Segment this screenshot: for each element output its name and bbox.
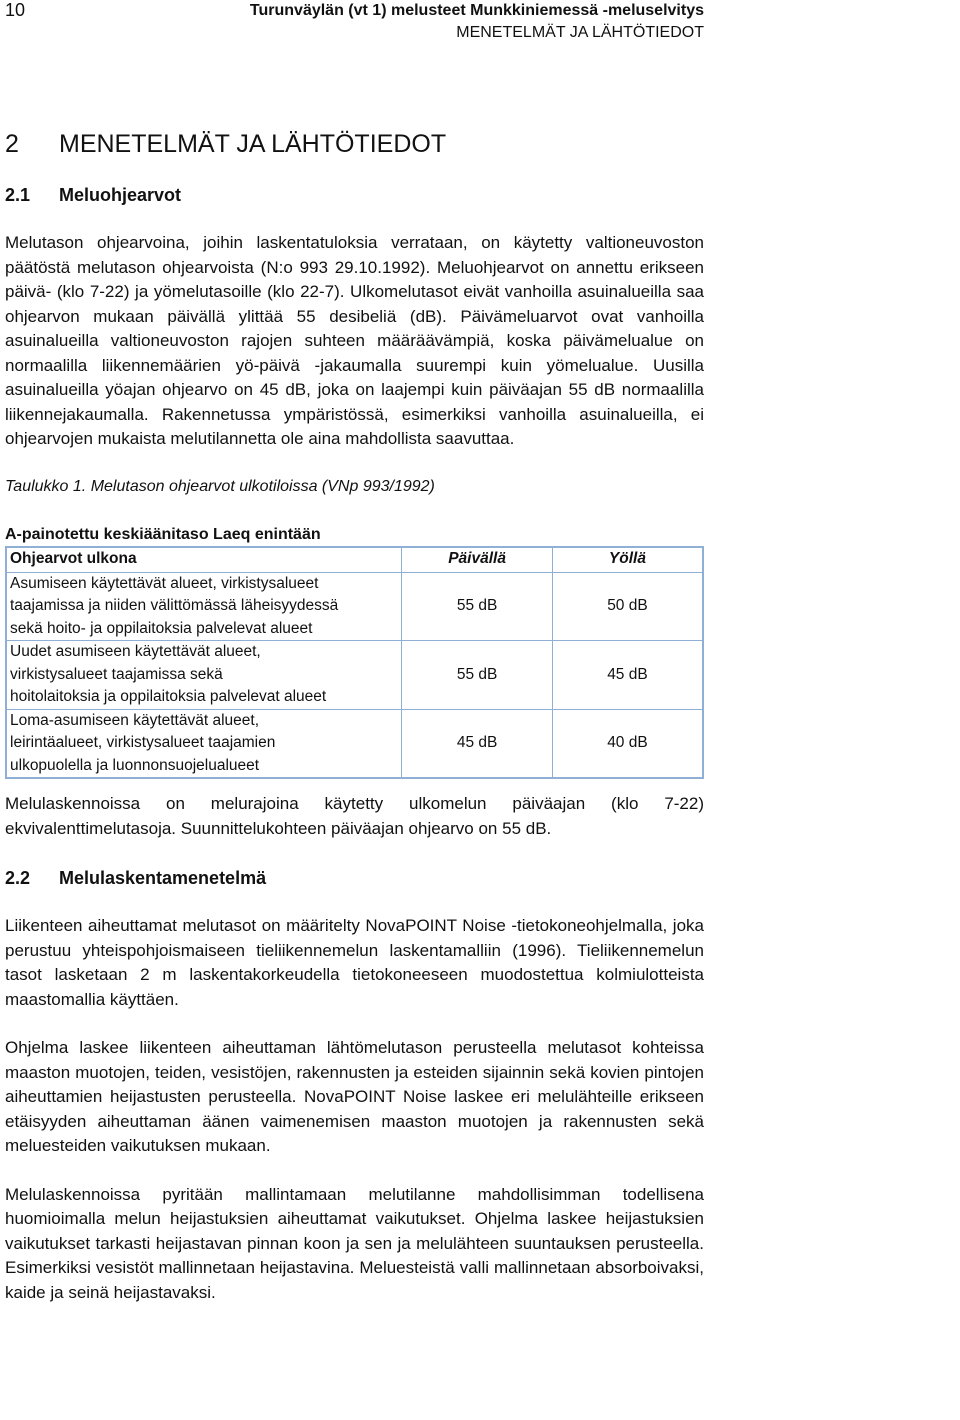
paragraph-after-table: Melulaskennoissa on melurajoina käytetty ulkomelun päiväajan (klo 7-22) ekvivalenttimelutasoja. Suunnittelukohteen päiväajan ohjearvo on 55 dB. [5, 794, 704, 838]
night-value: 40 dB [552, 709, 703, 778]
table-caption: Taulukko 1. Melutason ohjearvot ulkotiloissa (VNp 993/1992) [5, 477, 435, 495]
table-row [6, 641, 703, 710]
table-header-row [6, 547, 703, 573]
table-title: A-painotettu keskiäänitaso Laeq enintään [5, 525, 321, 543]
page-content [5, 128, 704, 1305]
running-header-title: Turunväylän (vt 1) melusteet Munkkiniemessä -meluselvitys [249, 2, 704, 19]
description-line: Loma-asumiseen käytettävät alueet, [10, 711, 259, 729]
description-line: taajamissa ja niiden välittömässä läheisyydessä [10, 597, 339, 614]
header-paivalla: Päivällä [402, 547, 553, 573]
day-value: 55 dB [402, 572, 553, 641]
paragraph-laskenta-3: Melulaskennoissa pyritään mallintamaan melutilanne mahdollisimman todellisena huomioimalla melun heijastuksien aiheuttamat vaikutukset. Ohjelma laskee heijastuksien vaikutukset tarkasti heijastavan pinnan koon ja sen ja melulähteen suuntauksen perusteella. Esimerkiksi vesistöt mallinnetaan heijastavina. Meluesteistä valli mallinnetaan absorboivaksi, kaide ja seinä heijastavaksi. [5, 1184, 704, 1302]
chapter-title: MENETELMÄT JA LÄHTÖTIEDOT [59, 130, 447, 158]
night-value: 50 dB [552, 572, 703, 641]
paragraph-laskenta-2: Ohjelma laskee liikenteen aiheuttaman lähtömelutason perusteella melutasot kohteissa maaston muotojen, teiden, vesistöjen, rakennusten ja esteiden sijainnin sekä kovien pintojen aiheuttamien heijastusten perusteella. NovaPOINT Noise laskee eri melulähteille erikseen etäisyyden aiheuttaman äänen vaimenemisen maaston muotojen ja rakennusten sekä meluesteiden vaikutuksen mukaan. [5, 1038, 704, 1155]
description-line: Asumiseen käytettävät alueet, virkistysalueet [10, 574, 319, 592]
description-line: sekä hoito- ja oppilaitoksia palvelevat alueet [10, 619, 313, 637]
chapter-heading [5, 128, 704, 160]
description-line: ulkopuolella ja luonnonsuojelualueet [10, 756, 260, 774]
running-header [250, 0, 704, 44]
description-line: virkistysalueet taajamissa sekä [10, 665, 223, 683]
row-description [6, 641, 402, 710]
header-yolla: Yöllä [552, 547, 703, 573]
running-header-chapter: MENETELMÄT JA LÄHTÖTIEDOT [456, 24, 704, 41]
section-number: 2.2 [5, 868, 31, 888]
description-line: Uudet asumiseen käytettävät alueet, [10, 643, 261, 660]
row-description [6, 572, 402, 641]
table-row [6, 572, 703, 641]
section-title: Meluohjearvot [59, 185, 182, 205]
header-ohjearvot: Ohjearvot ulkona [6, 547, 402, 573]
noise-limits-table [5, 546, 704, 780]
description-line: leirintäalueet, virkistysalueet taajamien [10, 734, 276, 751]
paragraph-meluohjearvot: Melutason ohjearvoina, joihin laskentatuloksia verrataan, on käytetty valtioneuvoston päätöstä melutason ohjearvoista (N:o 993 29.10.1992). Meluohjearvot on annettu erikseen päivä- (klo 7-22) ja yömelutasoille (klo 22-7). Ulkomelutasot eivät vanhoilla asuinalueilla saa ohjearvon mukaan päivällä ylittää 55 desibeliä (dB). Päivämeluarvot ovat vanhoilla asuinalueilla valtioneuvoston rajojen suhteen määräävämpiä, koska päivämelualue on normaalilla liikennemäärien yö-päivä -jakaumalla suurempi kuin yömelualue. Uusilla asuinalueilla yöajan ohjearvo on 45 dB, joka on laajempi kuin päiväajan 55 dB normaalilla liikennejakaumalla. Rakennetussa ympäristössä, esimerkiksi vanhoilla asuinalueilla, ei ohjearvojen mukaista melutilannetta ole aina mahdollista saavuttaa. [5, 233, 704, 448]
row-description [6, 709, 402, 778]
night-value: 45 dB [552, 641, 703, 710]
section-heading-2-1 [5, 183, 704, 207]
description-line: hoitolaitoksia ja oppilaitoksia palvelevat alueet [10, 688, 327, 705]
day-value: 55 dB [402, 641, 553, 710]
section-title: Melulaskentamenetelmä [59, 868, 267, 888]
page-number: 10 [5, 0, 26, 20]
paragraph-laskenta-1: Liikenteen aiheuttamat melutasot on määritelty NovaPOINT Noise -tietokoneohjelmalla, joka perustuu yhteispohjoismaiseen tieliikennemelun laskentamalliin (1996). Tieliikennemelun tasot lasketaan 2 m laskentakorkeudella tietokoneeseen muodostettua kolmiulotteista maastomallia käyttäen. [5, 916, 704, 1009]
section-heading-2-2 [5, 866, 704, 890]
section-number: 2.1 [5, 185, 31, 205]
day-value: 45 dB [402, 709, 553, 778]
chapter-number: 2 [5, 130, 19, 158]
table-row [6, 709, 703, 778]
